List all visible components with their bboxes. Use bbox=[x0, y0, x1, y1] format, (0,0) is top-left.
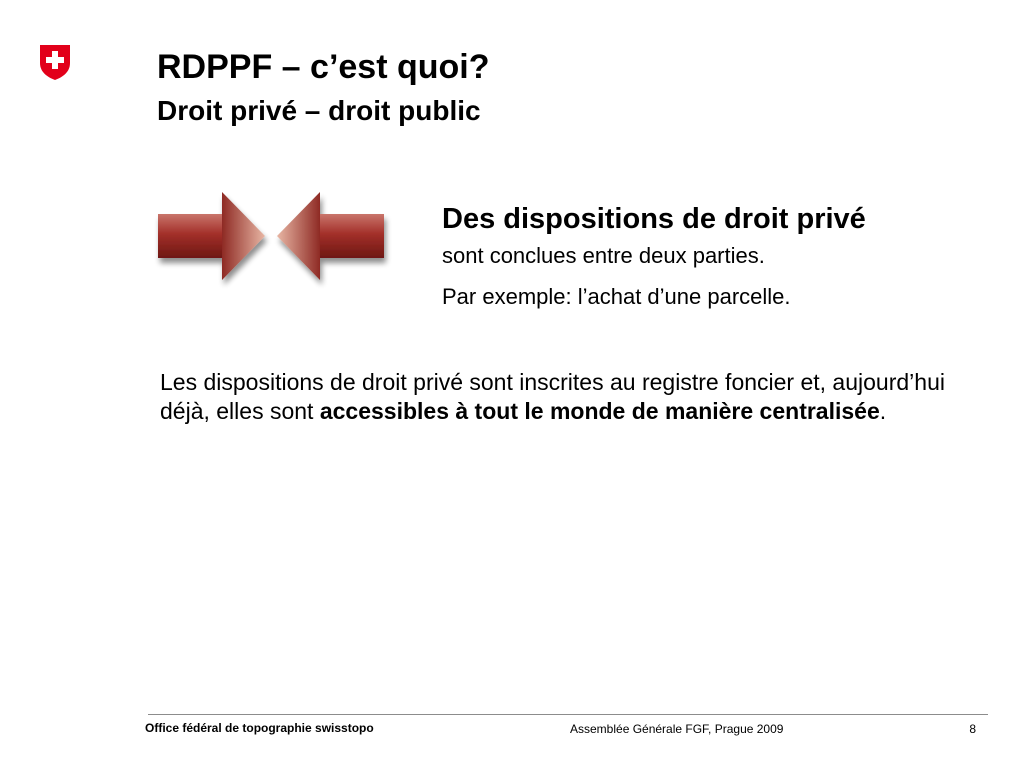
footer-event: Assemblée Générale FGF, Prague 2009 bbox=[570, 722, 784, 736]
main-text-part2: . bbox=[879, 398, 887, 424]
swiss-cross-icon bbox=[39, 43, 71, 81]
side-heading: Des dispositions de droit privé bbox=[442, 203, 866, 235]
side-text-block bbox=[442, 200, 982, 310]
side-example: Par exemple: l’achat d’une parcelle. bbox=[442, 284, 791, 309]
side-description: sont conclues entre deux parties. bbox=[442, 243, 765, 268]
page-subtitle: Droit privé – droit public bbox=[157, 95, 481, 126]
main-text-part1: Les dispositions de droit privé sont inscrites au registre foncier et, aujourd’hui déjà, elles sont bbox=[160, 369, 945, 424]
footer-divider bbox=[148, 714, 988, 715]
page-number: 8 bbox=[969, 722, 976, 736]
page-title: RDPPF – c’est quoi? bbox=[157, 48, 490, 86]
arrows-facing-each-other-icon bbox=[150, 186, 400, 298]
main-text-emphasis: accessibles à tout le monde de manière centralisée bbox=[319, 398, 880, 424]
footer-organization: Office fédéral de topographie swisstopo bbox=[145, 721, 374, 735]
main-paragraph bbox=[160, 368, 960, 426]
